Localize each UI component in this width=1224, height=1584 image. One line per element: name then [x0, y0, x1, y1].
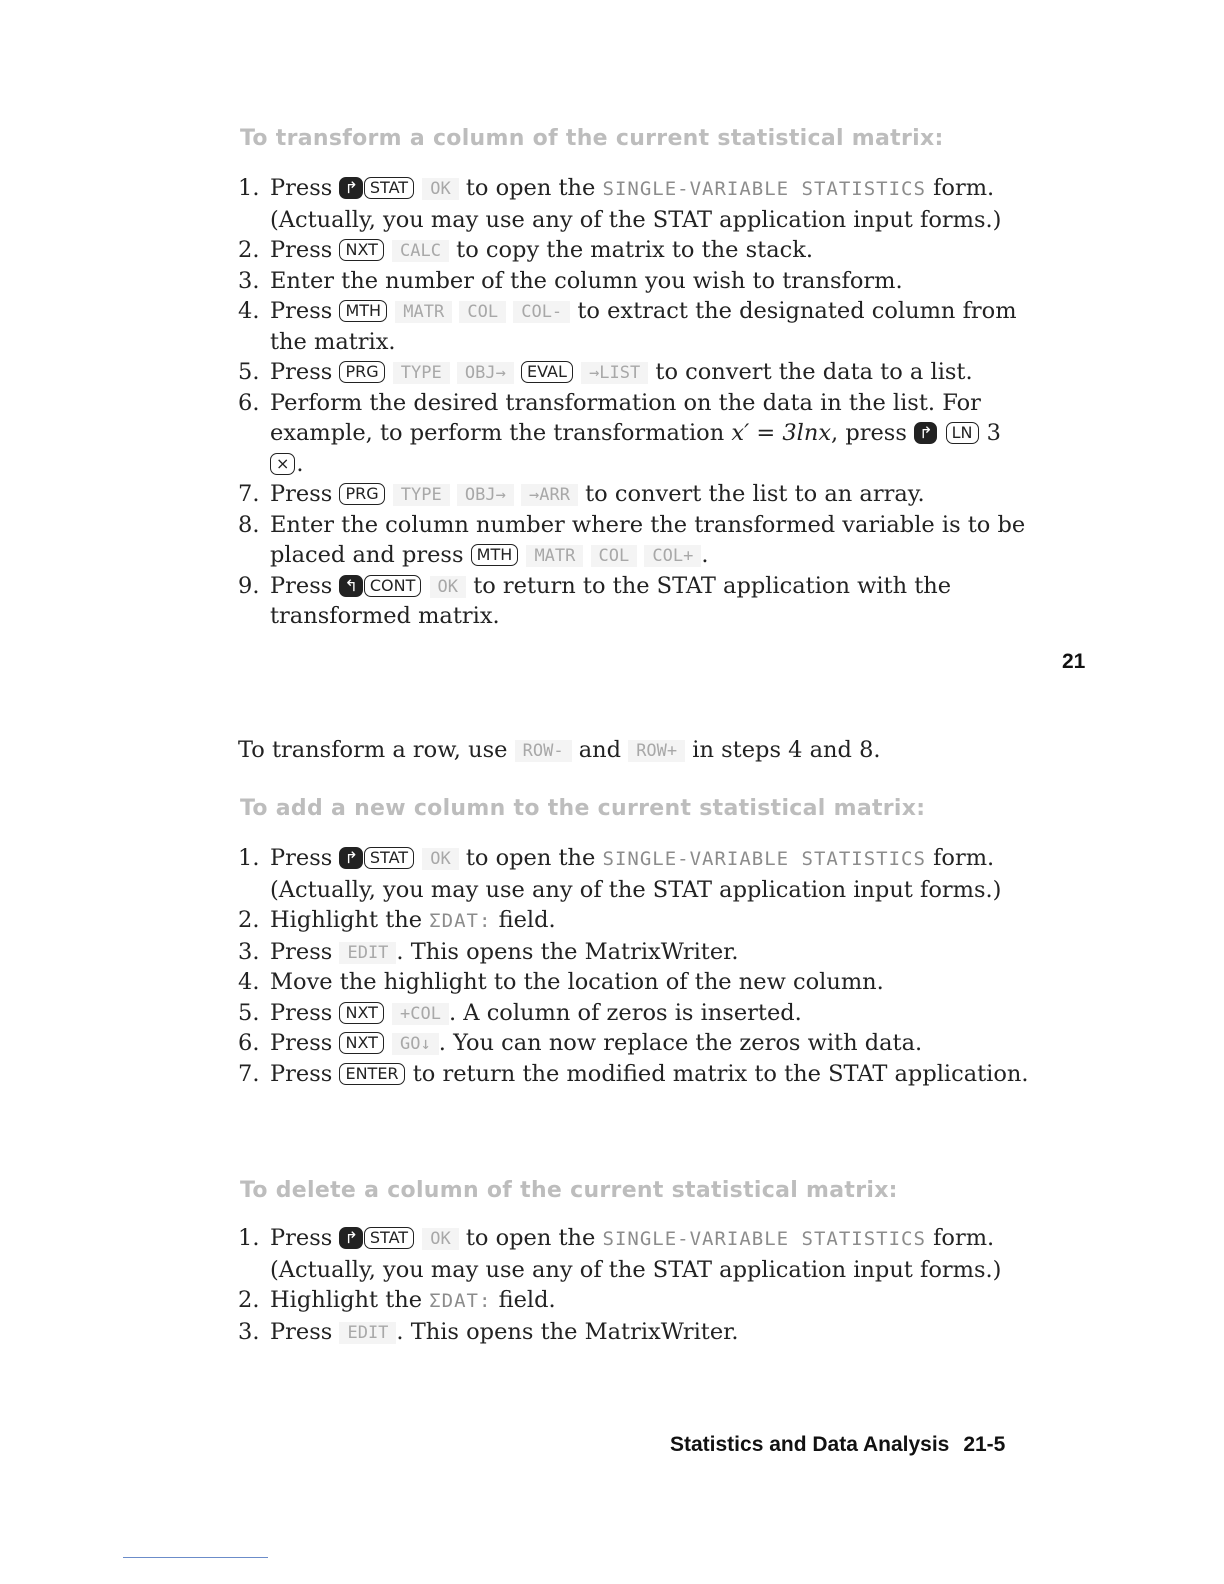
- page-footer: [670, 1433, 1005, 1457]
- matr-softkey: MATR: [526, 545, 583, 567]
- prg-key: PRG: [339, 361, 384, 383]
- list-item: 7. Press ENTER to return the modified matrix to the STAT application.: [238, 1060, 1029, 1087]
- form-name: SINGLE-VARIABLE STATISTICS: [602, 848, 926, 870]
- obj-softkey: OBJ→: [457, 362, 514, 384]
- list-item: 7. Press PRG TYPE OBJ→ →ARR to convert the list to an array.: [238, 481, 925, 507]
- stat-key: STAT: [364, 847, 414, 869]
- right-shift-key-icon: ↱: [339, 177, 362, 199]
- section-heading-delete: To delete a column of the current statistical matrix:: [240, 1178, 898, 1203]
- list-item: 4. Move the highlight to the location of the new column.: [238, 969, 884, 995]
- enter-key: ENTER: [339, 1063, 404, 1085]
- calc-softkey: CALC: [392, 240, 449, 262]
- to-list-softkey: →LIST: [581, 362, 648, 384]
- footer-title: Statistics and Data Analysis: [670, 1433, 950, 1456]
- type-softkey: TYPE: [393, 484, 450, 506]
- row-plus-softkey: ROW+: [628, 740, 685, 762]
- to-arr-softkey: →ARR: [521, 484, 578, 506]
- ok-softkey: OK: [422, 848, 458, 870]
- mth-key: MTH: [339, 300, 387, 322]
- list-item: 1. Press ↱ STAT OK to open the SINGLE-VARIABLE STATISTICS form. (Actually, you may use any of the STAT application input forms.): [238, 175, 1002, 233]
- list-item: 3. Press EDIT . This opens the MatrixWriter.: [238, 938, 739, 965]
- list-item: 5. Press PRG TYPE OBJ→ EVAL →LIST to convert the data to a list.: [238, 359, 973, 385]
- col-plus-softkey: COL+: [644, 545, 701, 567]
- delete-steps: [230, 1223, 1030, 1347]
- form-name: SINGLE-VARIABLE STATISTICS: [602, 178, 926, 200]
- sigma-dat-field: ΣDAT:: [429, 910, 492, 932]
- list-item: 8. Enter the column number where the transformed variable is to be placed and press MTH MATR COL COL+ .: [238, 511, 1026, 568]
- col-minus-softkey: COL-: [513, 301, 570, 323]
- chapter-tab: 21: [1062, 650, 1086, 673]
- section-heading-transform: To transform a column of the current statistical matrix:: [240, 126, 944, 151]
- cont-key: CONT: [364, 575, 422, 597]
- matr-softkey: MATR: [395, 301, 452, 323]
- list-item: 5. Press NXT +COL . A column of zeros is inserted.: [238, 999, 802, 1026]
- right-shift-key-icon: ↱: [914, 422, 937, 444]
- list-item: 2. Highlight the ΣDAT: field.: [238, 1287, 556, 1313]
- list-item: 2. Highlight the ΣDAT: field.: [238, 907, 556, 933]
- go-down-softkey: GO↓: [392, 1033, 439, 1055]
- plus-col-softkey: +COL: [392, 1003, 449, 1025]
- list-item: 4. Press MTH MATR COL COL- to extract the designated column from the matrix.: [238, 298, 1017, 355]
- list-item: 1. Press ↱ STAT OK to open the SINGLE-VARIABLE STATISTICS form. (Actually, you may use any of the STAT application input forms.): [238, 1225, 1002, 1283]
- edit-softkey: EDIT: [339, 942, 396, 964]
- edit-softkey: EDIT: [339, 1322, 396, 1344]
- row-transform-note: To transform a row, use ROW- and ROW+ in steps 4 and 8.: [238, 737, 881, 763]
- list-item: 6. Press NXT GO↓ . You can now replace the zeros with data.: [238, 1030, 923, 1056]
- nxt-key: NXT: [339, 1032, 383, 1054]
- page-number: 21-5: [963, 1433, 1006, 1456]
- list-item: 9. Press ↰ CONT OK to return to the STAT application with the transformed matrix.: [238, 572, 952, 629]
- col-softkey: COL: [459, 301, 506, 323]
- form-name: SINGLE-VARIABLE STATISTICS: [602, 1228, 926, 1250]
- list-item: 3. Enter the number of the column you wish to transform.: [238, 267, 903, 294]
- ok-softkey: OK: [430, 576, 466, 598]
- right-shift-key-icon: ↱: [339, 847, 362, 869]
- list-item: 6. Perform the desired transformation on the data in the list. For example, to perform the transformation x′ = 3lnx, press ↱ LN 3 × .: [238, 389, 1001, 477]
- col-softkey: COL: [591, 545, 638, 567]
- nxt-key: NXT: [339, 239, 383, 261]
- list-item: 1. Press ↱ STAT OK to open the SINGLE-VARIABLE STATISTICS form. (Actually, you may use any of the STAT application input forms.): [238, 845, 1002, 903]
- right-shift-key-icon: ↱: [339, 1227, 362, 1249]
- ok-softkey: OK: [422, 178, 458, 200]
- type-softkey: TYPE: [393, 362, 450, 384]
- stat-key: STAT: [364, 177, 414, 199]
- row-minus-softkey: ROW-: [515, 740, 572, 762]
- list-item: 3. Press EDIT . This opens the MatrixWriter.: [238, 1318, 739, 1345]
- ok-softkey: OK: [422, 1228, 458, 1250]
- section-heading-add: To add a new column to the current statistical matrix:: [240, 796, 926, 821]
- nxt-key: NXT: [339, 1002, 383, 1024]
- eval-key: EVAL: [521, 361, 573, 383]
- formula: x′ = 3lnx: [731, 420, 832, 446]
- ln-key: LN: [946, 422, 979, 444]
- add-steps: [230, 843, 1030, 1089]
- left-shift-key-icon: ↰: [339, 575, 362, 597]
- transform-steps: [230, 173, 1030, 632]
- footnote-divider: [123, 1557, 268, 1558]
- stat-key: STAT: [364, 1227, 414, 1249]
- list-item: 2. Press NXT CALC to copy the matrix to the stack.: [238, 237, 814, 263]
- multiply-key: ×: [270, 453, 295, 475]
- mth-key: MTH: [471, 544, 519, 566]
- prg-key: PRG: [339, 483, 384, 505]
- sigma-dat-field: ΣDAT:: [429, 1290, 492, 1312]
- obj-softkey: OBJ→: [457, 484, 514, 506]
